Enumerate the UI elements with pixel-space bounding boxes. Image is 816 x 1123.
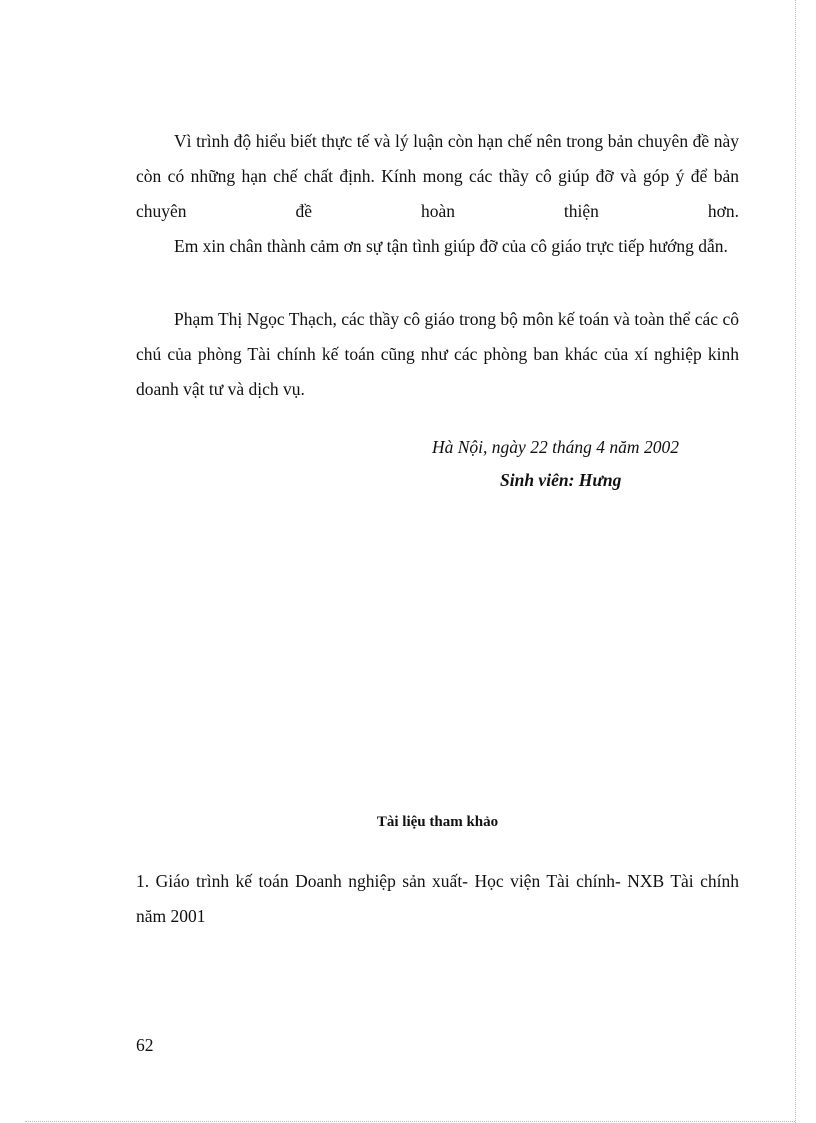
signature-date: Hà Nội, ngày 22 tháng 4 năm 2002 bbox=[432, 437, 679, 457]
reference-item: 1. Giáo trình kế toán Doanh nghiệp sản xuất- Học viện Tài chính- NXB Tài chính năm 2001 bbox=[136, 871, 739, 926]
page-frame-right-border bbox=[795, 0, 796, 1123]
page-number: 62 bbox=[136, 1035, 154, 1055]
paragraph-thanks: Em xin chân thành cảm ơn sự tận tình giúp đỡ của cô giáo trực tiếp hướng dẫn. bbox=[174, 236, 728, 256]
paragraph-limitations: Vì trình độ hiểu biết thực tế và lý luận còn hạn chế nên trong bản chuyên đề này còn có những hạn chế chất định. Kính mong các thầy cô giúp đỡ và góp ý để bản chuyên đề hoàn thiện hơn. bbox=[136, 131, 739, 221]
paragraph-acknowledgements: Phạm Thị Ngọc Thạch, các thầy cô giáo trong bộ môn kế toán và toàn thể các cô chú của phòng Tài chính kế toán cũng như các phòng ban khác của xí nghiệp kinh doanh vật tư và dịch vụ. bbox=[136, 309, 739, 399]
signature-name: Sinh viên: Hưng bbox=[500, 470, 622, 490]
references-heading: Tài liệu tham khảo bbox=[376, 814, 499, 830]
page-frame-bottom-border bbox=[25, 1121, 795, 1122]
